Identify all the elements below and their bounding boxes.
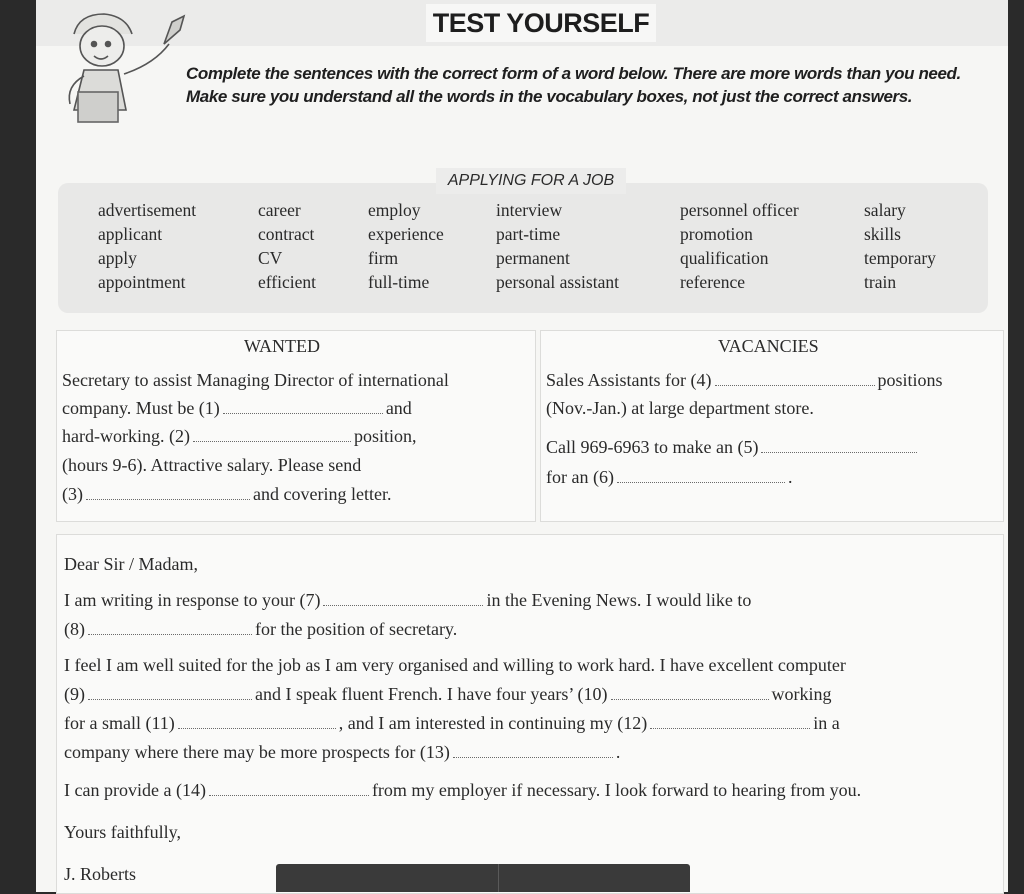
vocab-word: permanent <box>496 248 570 268</box>
vocab-word: contract <box>258 224 315 244</box>
wanted-heading: WANTED <box>244 336 320 356</box>
vocab-word: appointment <box>98 272 186 292</box>
letter-line: I feel I am well suited for the job as I am very organised and willing to work hard. I have excellent computer <box>64 655 846 675</box>
instructions <box>186 62 1006 108</box>
wanted-line: Secretary to assist Managing Director of international <box>62 370 449 390</box>
vacancies-line: Sales Assistants for (4) positions <box>546 370 943 390</box>
vacancies-heading: VACANCIES <box>718 336 819 356</box>
vocab-word: interview <box>496 200 563 220</box>
vocab-word: experience <box>368 224 444 244</box>
letter-line: company where there may be more prospects for (13) . <box>64 742 621 762</box>
vacancies-line: for an (6) . <box>546 467 793 487</box>
vocab-word: personnel officer <box>680 200 799 220</box>
answer-blank-8[interactable] <box>88 620 252 635</box>
answer-blank-12[interactable] <box>650 714 810 729</box>
vocab-word: full-time <box>368 272 430 292</box>
answer-blank-4[interactable] <box>715 371 875 386</box>
vocab-word: reference <box>680 272 746 292</box>
vocab-word: salary <box>864 200 906 220</box>
vocab-word: temporary <box>864 248 936 268</box>
page-title: TEST YOURSELF <box>426 4 656 42</box>
vocabulary-title: APPLYING FOR A JOB <box>436 168 626 194</box>
answer-blank-14[interactable] <box>209 781 369 796</box>
vocab-word: firm <box>368 248 399 268</box>
instructions-line-1: Complete the sentences with the correct form of a word below. There are more words than you need. <box>186 64 961 83</box>
vocab-word: CV <box>258 248 283 268</box>
vacancies-line: Call 969-6963 to make an (5) <box>546 437 920 458</box>
vocab-word: advertisement <box>98 200 197 220</box>
vocab-word: efficient <box>258 272 316 292</box>
vocab-word: applicant <box>98 224 163 244</box>
letter-line: (8) for the position of secretary. <box>64 619 458 639</box>
answer-blank-13[interactable] <box>453 743 613 758</box>
vacancies-line: (Nov.-Jan.) at large department store. <box>546 398 814 418</box>
instructions-line-2: Make sure you understand all the words in the vocabulary boxes, not just the correct answers. <box>186 87 913 106</box>
answer-blank-1[interactable] <box>223 399 383 414</box>
vocabulary-column <box>864 198 936 294</box>
answer-blank-6[interactable] <box>617 468 785 483</box>
vocab-word: career <box>258 200 301 220</box>
vocab-word: skills <box>864 224 901 244</box>
answer-blank-7[interactable] <box>323 591 483 606</box>
answer-blank-2[interactable] <box>193 427 351 442</box>
answer-blank-5[interactable] <box>761 438 917 453</box>
letter-line: (9) and I speak fluent French. I have four years’ (10) working <box>64 684 832 704</box>
worksheet-page <box>36 0 1008 892</box>
vocabulary-column <box>258 198 316 294</box>
vocabulary-column <box>98 198 196 294</box>
bottom-toolbar[interactable] <box>276 864 690 892</box>
answer-blank-10[interactable] <box>611 685 769 700</box>
vocabulary-column <box>680 198 799 294</box>
vocab-word: part-time <box>496 224 561 244</box>
letter-line: for a small (11) , and I am interested in continuing my (12) in a <box>64 713 840 733</box>
letter-signature: J. Roberts <box>64 864 136 884</box>
vocabulary-column <box>368 198 444 294</box>
answer-blank-11[interactable] <box>178 714 336 729</box>
letter-line: I can provide a (14) from my employer if necessary. I look forward to hearing from you. <box>64 780 862 800</box>
vocab-word: qualification <box>680 248 769 268</box>
answer-blank-9[interactable] <box>88 685 252 700</box>
letter-closing: Yours faithfully, <box>64 822 182 842</box>
vocab-word: apply <box>98 248 137 268</box>
wanted-line: company. Must be (1) and <box>62 398 412 418</box>
vocab-word: employ <box>368 200 421 220</box>
vocabulary-column <box>496 198 619 294</box>
letter-greeting: Dear Sir / Madam, <box>64 554 198 574</box>
wanted-line: hard-working. (2) position, <box>62 426 417 446</box>
letter-line: I am writing in response to your (7) in the Evening News. I would like to <box>64 590 752 610</box>
vocab-word: train <box>864 272 897 292</box>
vocab-word: personal assistant <box>496 272 619 292</box>
answer-blank-3[interactable] <box>86 485 250 500</box>
wanted-line: (hours 9-6). Attractive salary. Please send <box>62 455 362 475</box>
wanted-line: (3) and covering letter. <box>62 484 392 504</box>
vocab-word: promotion <box>680 224 753 244</box>
mascot-illustration <box>54 4 194 134</box>
toolbar-divider <box>498 864 499 892</box>
vacancies-advert <box>540 330 1004 522</box>
